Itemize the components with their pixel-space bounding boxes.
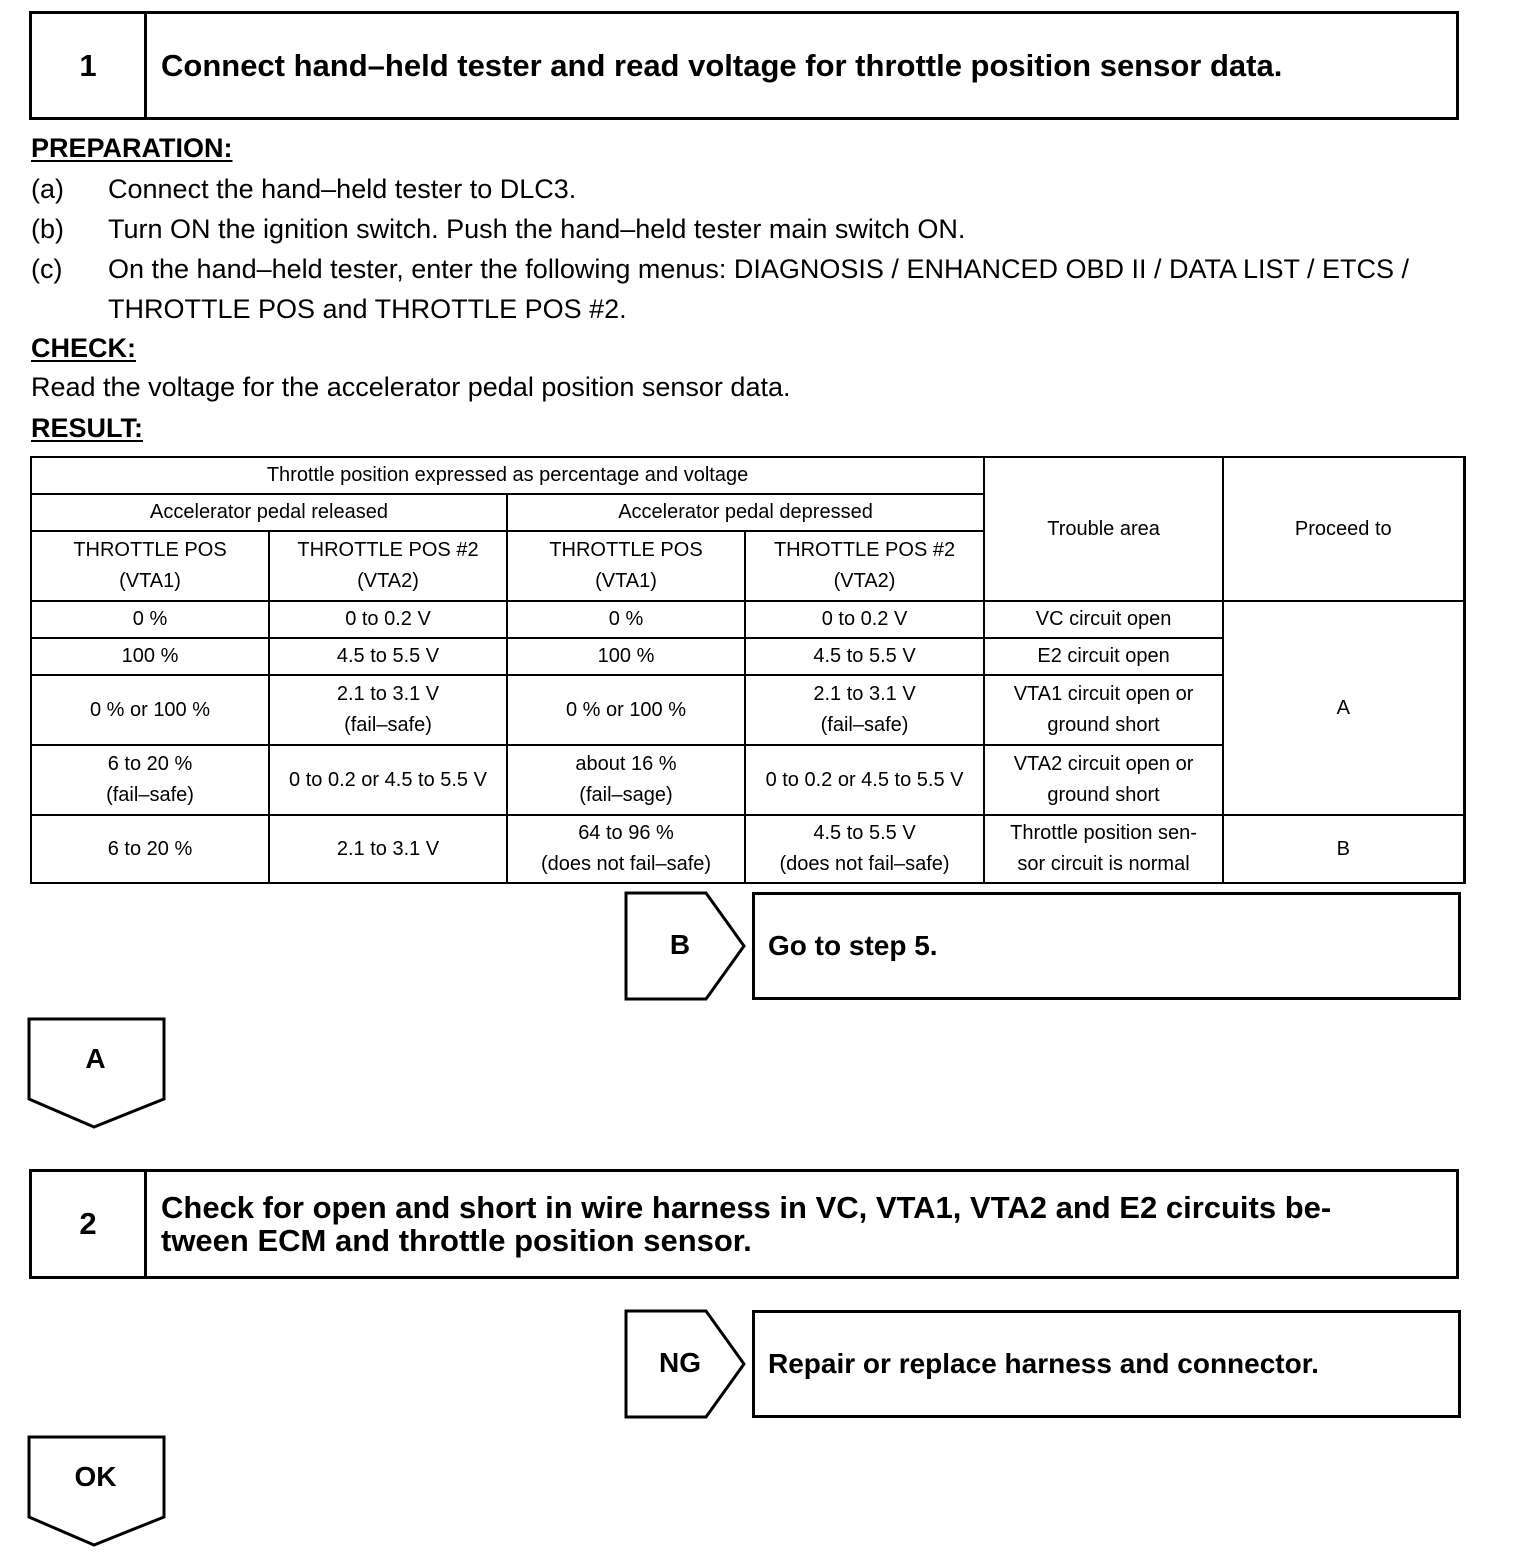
table-cell: 0 % xyxy=(31,601,269,638)
sub-header-vta1-depressed: THROTTLE POS (VTA1) xyxy=(507,531,745,601)
table-cell: 4.5 to 5.5 V xyxy=(269,638,507,675)
prep-letter: (c) xyxy=(31,254,63,284)
table-cell: 0 to 0.2 V xyxy=(745,601,984,638)
sub-header-vta2-released: THROTTLE POS #2 (VTA2) xyxy=(269,531,507,601)
table-cell: 0 % or 100 % xyxy=(507,675,745,745)
table-group-header: Throttle position expressed as percentage and voltage xyxy=(31,457,984,494)
table-cell: 2.1 to 3.1 V xyxy=(269,815,507,883)
table-cell: 0 to 0.2 or 4.5 to 5.5 V xyxy=(269,745,507,815)
step-1-number: 1 xyxy=(32,14,147,117)
branch-b-text: Go to step 5. xyxy=(768,930,938,961)
table-cell: 4.5 to 5.5 V (does not fail–safe) xyxy=(745,815,984,883)
table-cell: 0 % or 100 % xyxy=(31,675,269,745)
continue-ok-label: OK xyxy=(74,1461,117,1492)
step-2-number: 2 xyxy=(32,1172,147,1276)
prep-text: On the hand–held tester, enter the following menus: DIAGNOSIS / ENHANCED OBD II / DATA LIST / ETCS / THROTTLE POS and THROTTLE POS #2. xyxy=(108,254,1410,324)
table-cell: 0 % xyxy=(507,601,745,638)
pedal-released-header: Accelerator pedal released xyxy=(31,494,507,531)
check-text: Read the voltage for the accelerator pedal position sensor data. xyxy=(31,372,791,402)
prep-item-a xyxy=(31,169,1471,209)
table-cell: 2.1 to 3.1 V (fail–safe) xyxy=(269,675,507,745)
table-cell: 2.1 to 3.1 V (fail–safe) xyxy=(745,675,984,745)
step-2-title: Check for open and short in wire harness in VC, VTA1, VTA2 and E2 circuits be- tween ECM and throttle position sensor. xyxy=(161,1190,1332,1258)
proceed-a-cell: A xyxy=(1223,601,1464,815)
prep-text: Connect the hand–held tester to DLC3. xyxy=(108,174,577,204)
table-cell: 6 to 20 % xyxy=(31,815,269,883)
table-cell: 64 to 96 % (does not fail–safe) xyxy=(507,815,745,883)
prep-item-b xyxy=(31,209,1471,249)
step-1-title: Connect hand–held tester and read voltage for throttle position sensor data. xyxy=(161,48,1283,83)
result-heading: RESULT: xyxy=(31,413,143,443)
prep-letter: (b) xyxy=(31,214,64,244)
table-cell: 100 % xyxy=(31,638,269,675)
branch-ng-label: NG xyxy=(659,1347,701,1378)
table-row xyxy=(31,601,1464,638)
table-cell: VC circuit open xyxy=(984,601,1223,638)
branch-b-result-box xyxy=(752,892,1461,1000)
proceed-to-header: Proceed to xyxy=(1223,457,1464,601)
prep-letter: (a) xyxy=(31,174,64,204)
table-cell: about 16 % (fail–sage) xyxy=(507,745,745,815)
table-cell: 0 to 0.2 V xyxy=(269,601,507,638)
table-cell: E2 circuit open xyxy=(984,638,1223,675)
sub-header-vta2-depressed: THROTTLE POS #2 (VTA2) xyxy=(745,531,984,601)
check-heading: CHECK: xyxy=(31,333,136,363)
preparation-heading: PREPARATION: xyxy=(31,133,233,163)
pedal-depressed-header: Accelerator pedal depressed xyxy=(507,494,984,531)
proceed-b-cell: B xyxy=(1223,815,1464,883)
table-cell: 6 to 20 % (fail–safe) xyxy=(31,745,269,815)
step-2-box xyxy=(29,1169,1459,1279)
step-1-box xyxy=(29,11,1459,120)
continue-a-label: A xyxy=(85,1043,106,1074)
prep-text: Turn ON the ignition switch. Push the hand–held tester main switch ON. xyxy=(108,214,966,244)
prep-item-c xyxy=(31,249,1471,329)
branch-ng-result-box xyxy=(752,1310,1461,1418)
table-cell: Throttle position sen- sor circuit is normal xyxy=(984,815,1223,883)
table-cell: 4.5 to 5.5 V xyxy=(745,638,984,675)
table-cell: 0 to 0.2 or 4.5 to 5.5 V xyxy=(745,745,984,815)
table-row xyxy=(31,815,1464,883)
table-cell: VTA2 circuit open or ground short xyxy=(984,745,1223,815)
table-cell: VTA1 circuit open or ground short xyxy=(984,675,1223,745)
trouble-area-header: Trouble area xyxy=(984,457,1223,601)
table-cell: 100 % xyxy=(507,638,745,675)
sub-header-vta1-released: THROTTLE POS (VTA1) xyxy=(31,531,269,601)
result-table xyxy=(30,456,1466,884)
branch-ng-text: Repair or replace harness and connector. xyxy=(768,1348,1319,1379)
branch-b-label: B xyxy=(669,929,691,960)
